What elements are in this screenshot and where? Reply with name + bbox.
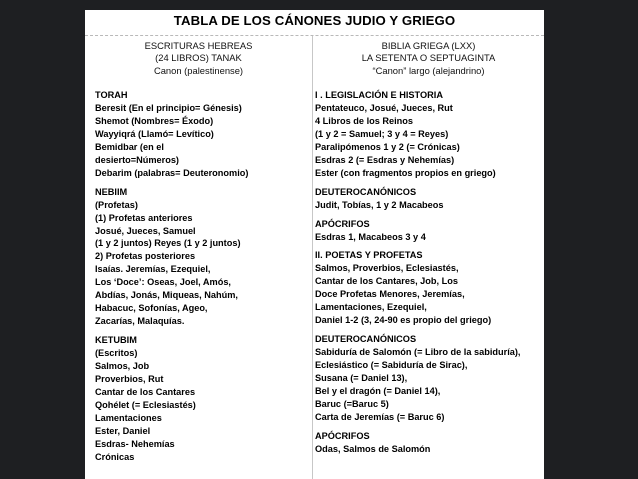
- book-line: Zacarías, Malaquías.: [95, 316, 185, 327]
- hebrew-canon-list: [95, 89, 309, 470]
- hebrew-section: [95, 334, 309, 464]
- book-line: Baruc (=Baruc 5): [315, 398, 389, 409]
- section-heading: DEUTEROCANÓNICOS: [315, 334, 417, 345]
- book-line: Esdras 2 (= Esdras y Nehemías): [315, 154, 455, 165]
- book-line: Lamentaciones, Ezequiel,: [315, 302, 427, 313]
- book-line: Abdías, Jonás, Miqueas, Nahúm,: [95, 290, 238, 301]
- book-line: Carta de Jeremías (= Baruc 6): [315, 411, 445, 422]
- book-line: Bel y el dragón (= Daniel 14),: [315, 386, 441, 397]
- greek-section: [315, 430, 541, 456]
- header-line: “Canon” largo (alejandrino): [372, 64, 485, 76]
- book-line: Habacuc, Sofonías, Ageo,: [95, 303, 208, 314]
- book-line: Shemot (Nombres= Éxodo): [95, 115, 214, 126]
- book-line: Ester (con fragmentos propios en griego): [315, 167, 496, 178]
- hebrew-section: [95, 186, 309, 328]
- book-line: Esdras- Nehemías: [95, 438, 175, 449]
- greek-section: [315, 333, 541, 424]
- book-line: (1) Profetas anteriores: [95, 212, 193, 223]
- book-line: Bemidbar (en el: [95, 141, 164, 152]
- book-line: Crónicas: [95, 451, 135, 462]
- section-heading: APÓCRIFOS: [315, 430, 370, 441]
- section-heading: DEUTEROCANÓNICOS: [315, 186, 417, 197]
- section-heading: APÓCRIFOS: [315, 218, 370, 229]
- book-line: Qohélet (= Eclesiastés): [95, 399, 196, 410]
- book-line: Susana (= Daniel 13),: [315, 373, 408, 384]
- book-line: desierto=Números): [95, 154, 179, 165]
- section-heading: I . LEGISLACIÓN E HISTORIA: [315, 90, 443, 100]
- header-divider: [85, 35, 544, 36]
- book-line: Pentateuco, Josué, Jueces, Rut: [315, 102, 453, 113]
- greek-canon-list: [315, 89, 541, 462]
- book-line: Doce Profetas Menores, Jeremías,: [315, 289, 465, 300]
- book-line: Cantar de los Cantares: [95, 386, 196, 397]
- table-title: TABLA DE LOS CÁNONES JUDIO Y GRIEGO: [173, 13, 456, 28]
- greek-section: [315, 249, 541, 327]
- book-line: (1 y 2 = Samuel; 3 y 4 = Reyes): [315, 128, 449, 139]
- book-line: Salmos, Proverbios, Eclesiastés,: [315, 263, 459, 274]
- section-heading: II. POETAS Y PROFETAS: [315, 250, 423, 261]
- section-heading: TORAH: [95, 90, 128, 100]
- book-line: Isaías. Jeremías, Ezequiel,: [95, 264, 211, 275]
- book-line: Proverbios, Rut: [95, 374, 164, 385]
- header-line: BIBLIA GRIEGA (LXX): [381, 40, 476, 51]
- book-line: Daniel 1-2 (3, 24-90 es propio del griego): [315, 315, 492, 326]
- book-line: Wayyiqrá (Llamó= Levítico): [95, 128, 214, 139]
- book-line: Esdras 1, Macabeos 3 y 4: [315, 231, 426, 242]
- book-line: Los ‘Doce’: Oseas, Joel, Amós,: [95, 277, 231, 288]
- book-line: Paralipómenos 1 y 2 (= Crónicas): [315, 141, 460, 152]
- header-line: Canon (palestinense): [153, 64, 244, 76]
- book-line: 2) Profetas posteriores: [95, 251, 196, 262]
- greek-column-header: [313, 40, 544, 77]
- hebrew-section: [95, 89, 309, 180]
- section-heading: KETUBIM: [95, 335, 137, 346]
- header-line: (24 LIBROS) TANAK: [155, 52, 242, 64]
- book-line: (Escritos): [95, 348, 138, 359]
- book-line: (1 y 2 juntos) Reyes (1 y 2 juntos): [95, 238, 241, 249]
- book-line: Sabiduría de Salomón (= Libro de la sabiduría),: [315, 347, 521, 358]
- book-line: Cantar de los Cantares, Job, Los: [315, 276, 458, 287]
- column-divider: [312, 36, 313, 479]
- book-line: (Profetas): [95, 199, 138, 210]
- section-heading: NEBIIM: [95, 186, 128, 197]
- header-line: ESCRITURAS HEBREAS: [144, 40, 253, 51]
- greek-section: [315, 218, 541, 244]
- greek-section: [315, 186, 541, 212]
- header-line: LA SETENTA O SEPTUAGINTA: [361, 52, 496, 64]
- book-line: Eclesiástico (= Sabiduría de Sirac),: [315, 360, 468, 371]
- book-line: Odas, Salmos de Salomón: [315, 443, 431, 454]
- book-line: Ester, Daniel: [95, 425, 151, 436]
- book-line: Beresit (En el principio= Génesis): [95, 102, 242, 113]
- book-line: Josué, Jueces, Samuel: [95, 225, 196, 236]
- canon-table: [85, 10, 544, 479]
- book-line: 4 Libros de los Reinos: [315, 115, 414, 126]
- greek-section: [315, 89, 541, 180]
- book-line: Lamentaciones: [95, 412, 162, 423]
- book-line: Debarim (palabras= Deuteronomio): [95, 167, 249, 178]
- book-line: Salmos, Job: [95, 361, 150, 372]
- book-line: Judit, Tobías, 1 y 2 Macabeos: [315, 199, 444, 210]
- hebrew-column-header: [85, 40, 312, 77]
